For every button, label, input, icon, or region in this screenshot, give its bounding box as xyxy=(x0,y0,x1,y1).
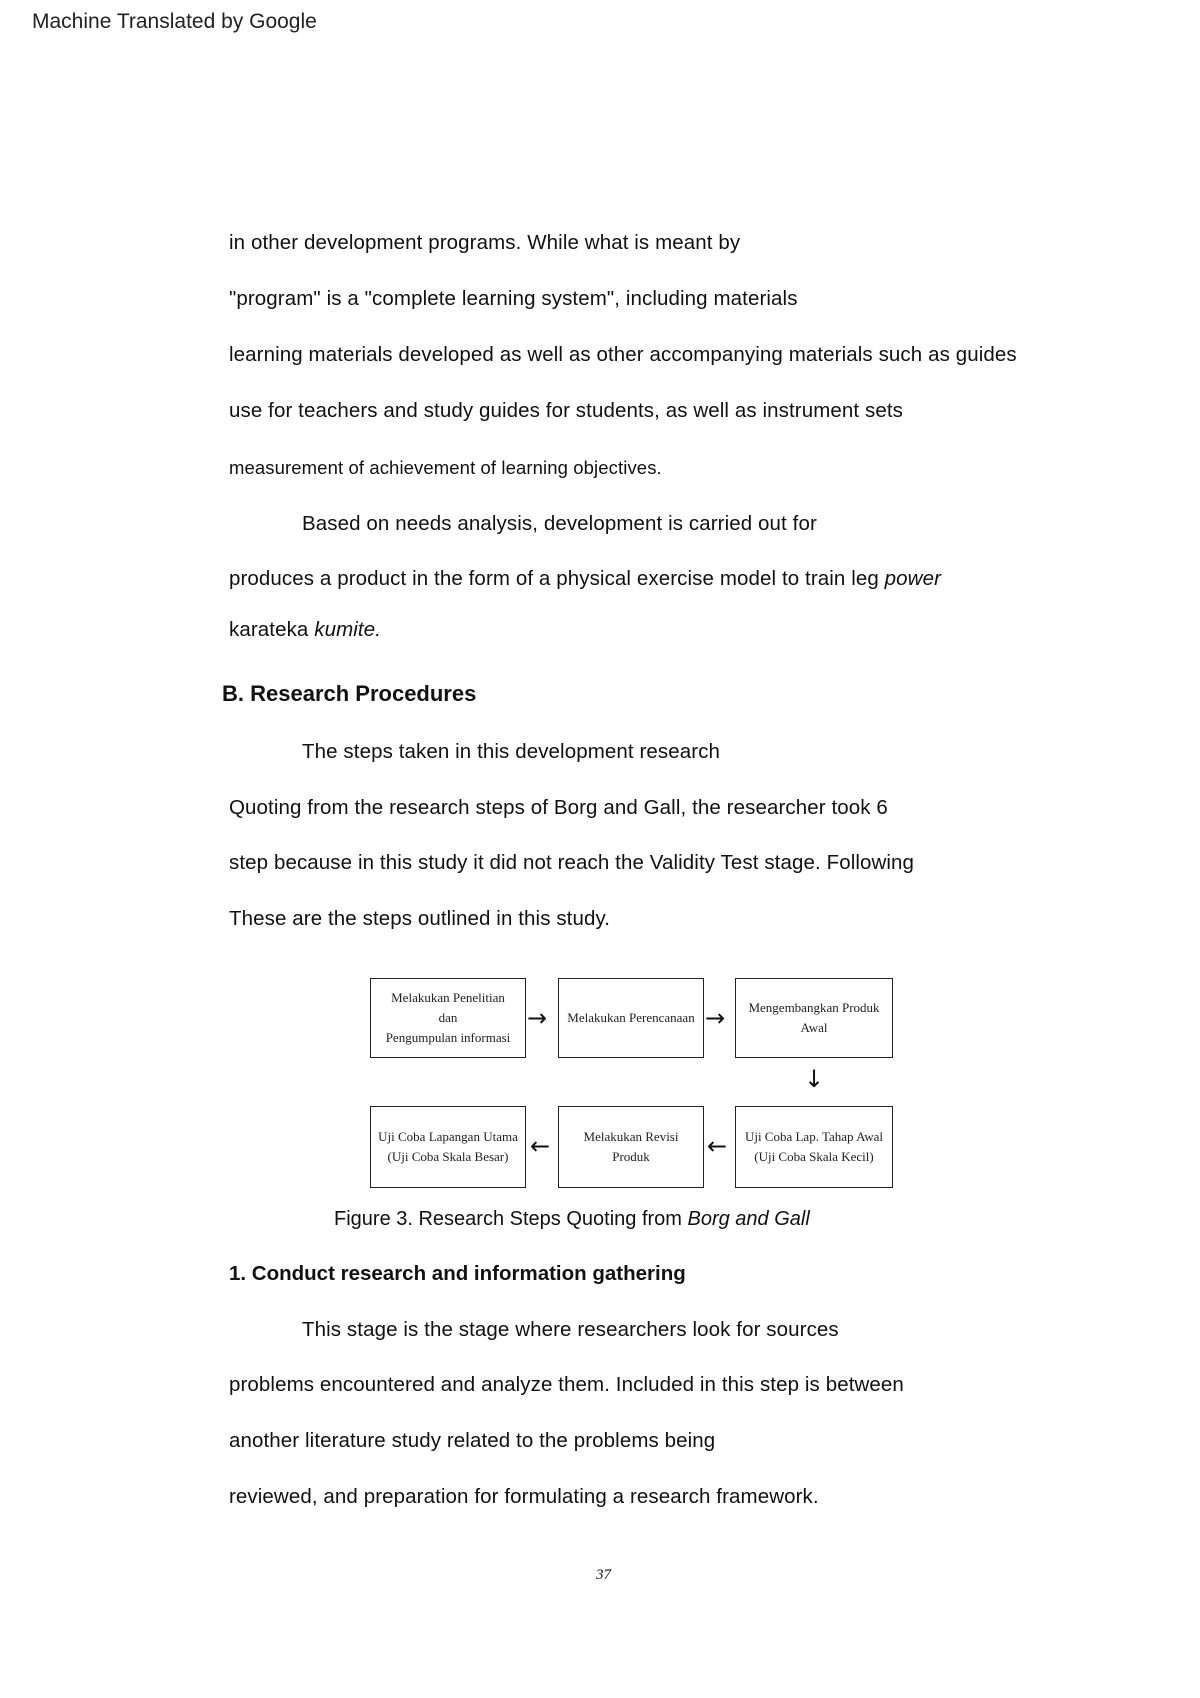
paragraph-line: This stage is the stage where researchers look for sources xyxy=(302,1318,839,1341)
paragraph-line: The steps taken in this development research xyxy=(302,740,721,763)
arrow-right-icon: → xyxy=(705,1004,726,1032)
paragraph-line: "program" is a "complete learning system", including materials xyxy=(229,287,798,310)
step-box-planning xyxy=(558,978,704,1058)
paragraph-line: reviewed, and preparation for formulating a research framework. xyxy=(229,1485,819,1508)
step-box-revision xyxy=(558,1106,704,1188)
box-text: Melakukan Perencanaan xyxy=(567,1010,695,1025)
paragraph-line: problems encountered and analyze them. Included in this step is between xyxy=(229,1373,904,1396)
paragraph-line: step because in this study it did not reach the Validity Test stage. Following xyxy=(229,851,915,874)
paragraph-line: use for teachers and study guides for students, as well as instrument sets xyxy=(229,399,903,422)
box-text: Mengembangkan Produk xyxy=(748,1000,880,1015)
box-text: (Uji Coba Skala Kecil) xyxy=(754,1149,874,1164)
subsection-heading: 1. Conduct research and information gathering xyxy=(229,1262,686,1285)
caption-text: Figure 3. Research Steps Quoting from xyxy=(334,1208,688,1230)
text-span: karateka xyxy=(229,618,315,641)
section-heading: B. Research Procedures xyxy=(222,681,477,706)
step-box-initial-field-test xyxy=(735,1106,893,1188)
step-box-develop xyxy=(735,978,893,1058)
paragraph-line xyxy=(229,618,381,642)
italic-term: kumite. xyxy=(314,618,382,641)
page-number: 37 xyxy=(596,1567,611,1583)
paragraph-line: Based on needs analysis, development is carried out for xyxy=(302,512,817,535)
step-box-research xyxy=(370,978,526,1058)
arrow-left-icon: ← xyxy=(707,1132,728,1160)
italic-term: power xyxy=(884,567,942,590)
caption-italic: Borg and Gall xyxy=(687,1208,810,1230)
arrow-left-icon: ← xyxy=(530,1132,551,1160)
paragraph-line: These are the steps outlined in this study. xyxy=(229,907,611,930)
box-text: Pengumpulan informasi xyxy=(385,1030,511,1045)
text-span: produces a product in the form of a physical exercise model to train leg xyxy=(229,567,885,590)
arrow-down-icon: ↓ xyxy=(804,1065,825,1093)
box-text: Uji Coba Lapangan Utama xyxy=(378,1129,518,1144)
machine-translation-note: Machine Translated by Google xyxy=(32,10,317,33)
arrow-right-icon: → xyxy=(527,1004,548,1032)
box-text: Awal xyxy=(800,1020,828,1035)
box-text: (Uji Coba Skala Besar) xyxy=(387,1149,509,1164)
box-text: dan xyxy=(438,1010,458,1025)
paragraph-line: Quoting from the research steps of Borg and Gall, the researcher took 6 xyxy=(229,796,888,819)
figure-caption xyxy=(334,1208,810,1231)
step-box-main-field-test xyxy=(370,1106,526,1188)
box-text: Melakukan Penelitian xyxy=(391,990,505,1005)
paragraph-line: another literature study related to the problems being xyxy=(229,1429,716,1452)
box-text: Melakukan Revisi Produk xyxy=(583,1129,679,1164)
paragraph-line: in other development programs. While what is meant by xyxy=(229,231,741,254)
paragraph-line: learning materials developed as well as other accompanying materials such as guides xyxy=(229,343,1017,366)
paragraph-line: measurement of achievement of learning objectives. xyxy=(229,457,662,478)
paragraph-line xyxy=(229,567,941,591)
box-text: Uji Coba Lap. Tahap Awal xyxy=(744,1129,884,1144)
